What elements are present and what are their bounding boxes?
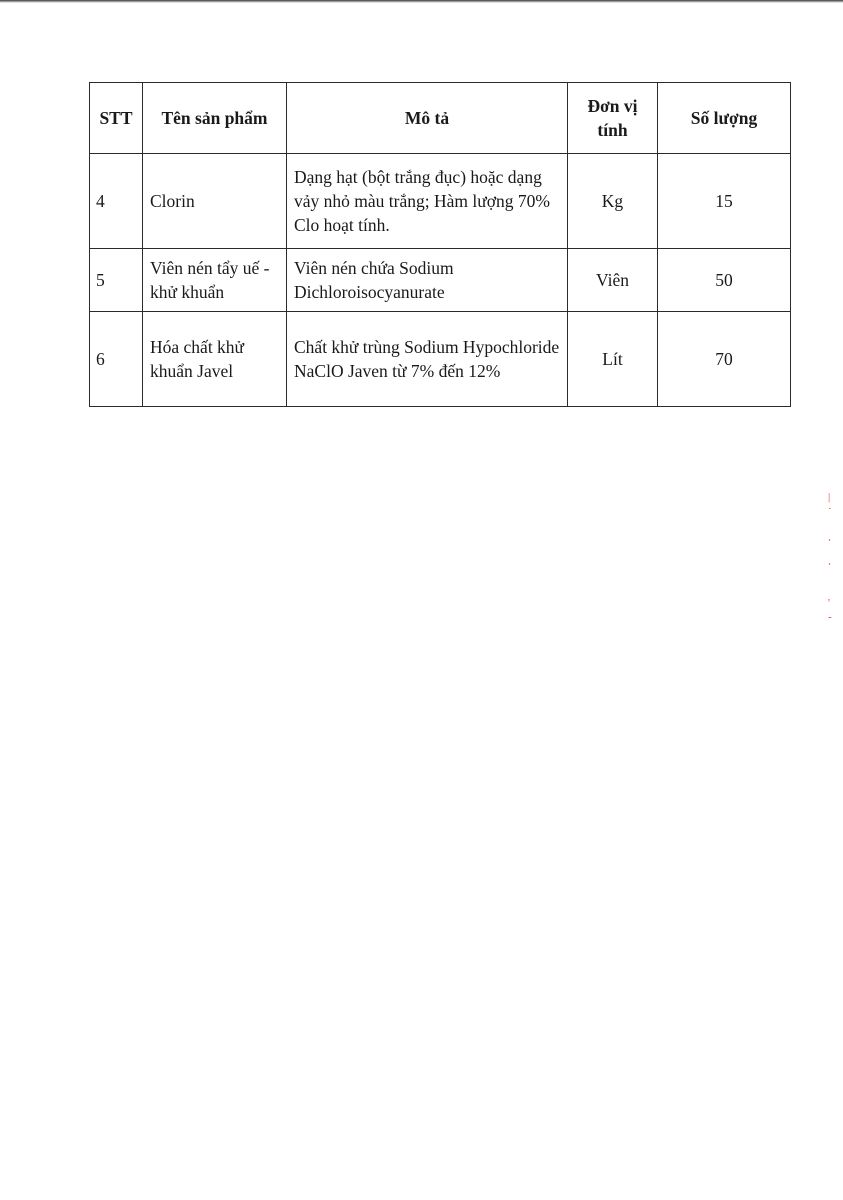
cell-stt: 5 [90,249,143,312]
cell-product-name: Clorin [143,154,287,249]
cell-unit: Kg [568,154,658,249]
header-product-name: Tên sản phẩm [143,83,287,154]
stamp-fragment-icon: · [828,503,832,515]
table-row [90,249,791,312]
table-row [90,312,791,407]
cell-description: Dạng hạt (bột trắng đục) hoặc dạng vảy nhỏ màu trắng; Hàm lượng 70% Clo hoạt tính. [287,154,568,249]
stamp-fragment-icon: ' [828,597,830,609]
header-quantity: Số lượng [658,83,791,154]
cell-product-name: Viên nén tẩy uế - khử khuẩn [143,249,287,312]
cell-description: Viên nén chứa Sodium Dichloroisocyanurate [287,249,568,312]
header-unit-line2: tính [597,120,628,140]
stamp-fragment-icon: ⸱ [828,559,831,571]
table-header-row [90,83,791,154]
header-unit-line1: Đơn vị [587,96,638,116]
cell-quantity: 70 [658,312,791,407]
cell-stt: 6 [90,312,143,407]
header-description: Mô tả [287,83,568,154]
stamp-fragment-icon: ⸱ [828,535,831,547]
cell-quantity: 15 [658,154,791,249]
scan-top-edge [0,0,843,3]
cell-description: Chất khử trùng Sodium Hypochloride NaClO Javen từ 7% đến 12% [287,312,568,407]
product-table [89,82,791,407]
stamp-fragment-icon: |​ [828,491,831,503]
cell-unit: Viên [568,249,658,312]
stamp-edge-marks [824,480,838,630]
header-unit [568,83,658,154]
stamp-fragment-icon: - [828,611,832,623]
cell-quantity: 50 [658,249,791,312]
table-row [90,154,791,249]
cell-product-name: Hóa chất khử khuẩn Javel [143,312,287,407]
header-stt: STT [90,83,143,154]
cell-stt: 4 [90,154,143,249]
cell-unit: Lít [568,312,658,407]
